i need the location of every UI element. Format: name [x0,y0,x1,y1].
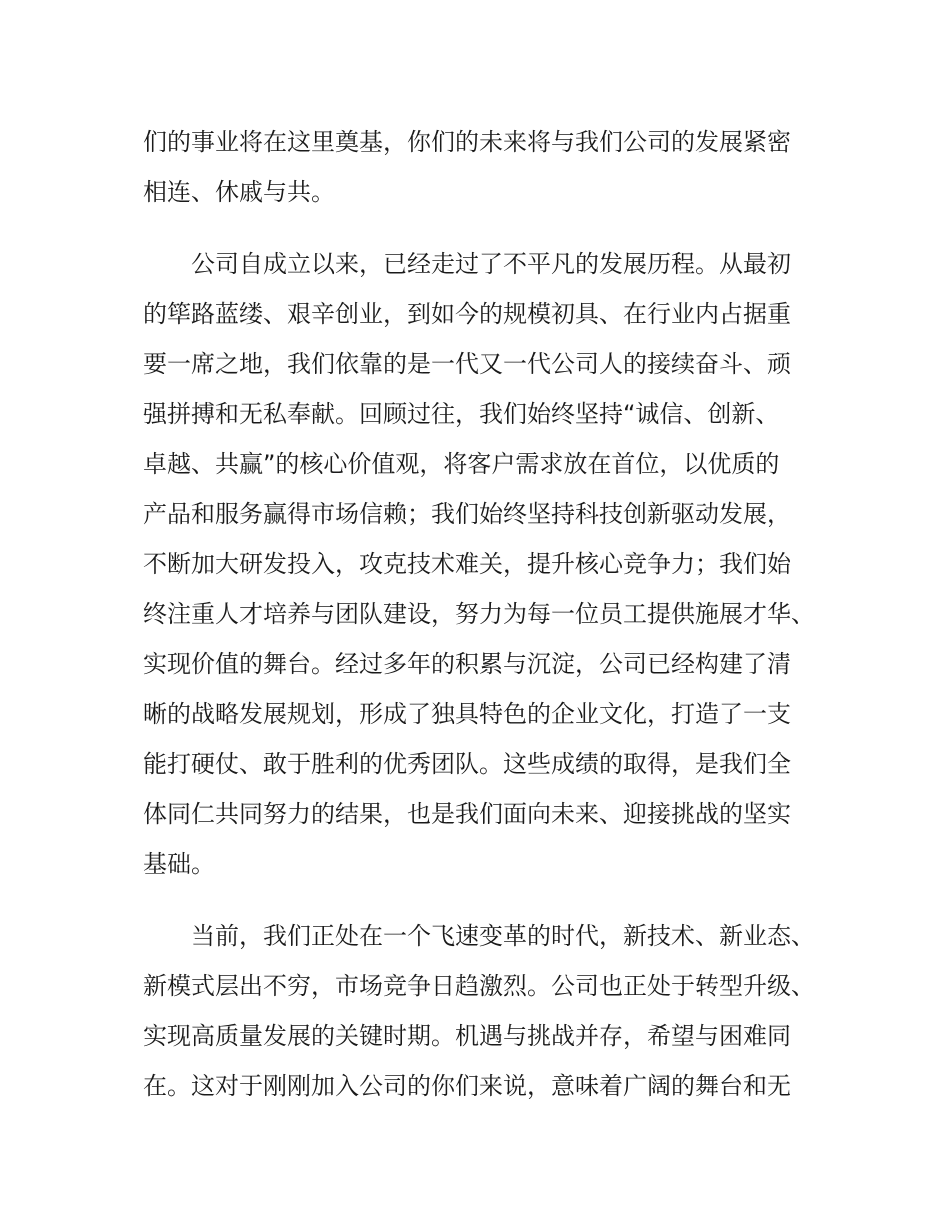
text-line: 体同仁共同努力的结果，也是我们面向未来、迎接挑战的坚实 [143,800,791,828]
text-line: 产品和服务赢得市场信赖；我们始终坚持科技创新驱动发展， [143,500,791,528]
text-line: 不断加大研发投入，攻克技术难关，提升核心竞争力；我们始 [143,550,791,578]
text-line: 相连、休戚与共。 [143,178,335,206]
text-line: 强拼搏和无私奉献。回顾过往，我们始终坚持“诚信、创新、 [143,400,780,428]
text-line: 要一席之地，我们依靠的是一代又一代公司人的接续奋斗、顽 [143,350,791,378]
text-line: 卓越、共赢”的核心价值观，将客户需求放在首位，以优质的 [143,450,780,478]
text-line: 新模式层出不穷，市场竞争日趋激烈。公司也正处于转型升级、 [143,972,815,1000]
text-line: 晰的战略发展规划，形成了独具特色的企业文化，打造了一支 [143,700,791,728]
paragraph-first-line: 公司自成立以来，已经走过了不平凡的发展历程。从最初 [191,250,791,278]
text-line: 的筚路蓝缕、艰辛创业，到如今的规模初具、在行业内占据重 [143,300,791,328]
text-line: 基础。 [143,850,215,878]
text-line: 终注重人才培养与团队建设，努力为每一位员工提供施展才华、 [143,600,815,628]
paragraph-first-line: 当前，我们正处在一个飞速变革的时代，新技术、新业态、 [191,922,815,950]
text-line: 在。这对于刚刚加入公司的你们来说，意味着广阔的舞台和无 [143,1072,791,1100]
text-line: 实现价值的舞台。经过多年的积累与沉淀，公司已经构建了清 [143,650,791,678]
text-line: 实现高质量发展的关键时期。机遇与挑战并存，希望与困难同 [143,1022,791,1050]
text-line: 能打硬仗、敢于胜利的优秀团队。这些成绩的取得，是我们全 [143,750,791,778]
text-line: 们的事业将在这里奠基，你们的未来将与我们公司的发展紧密 [143,128,791,156]
